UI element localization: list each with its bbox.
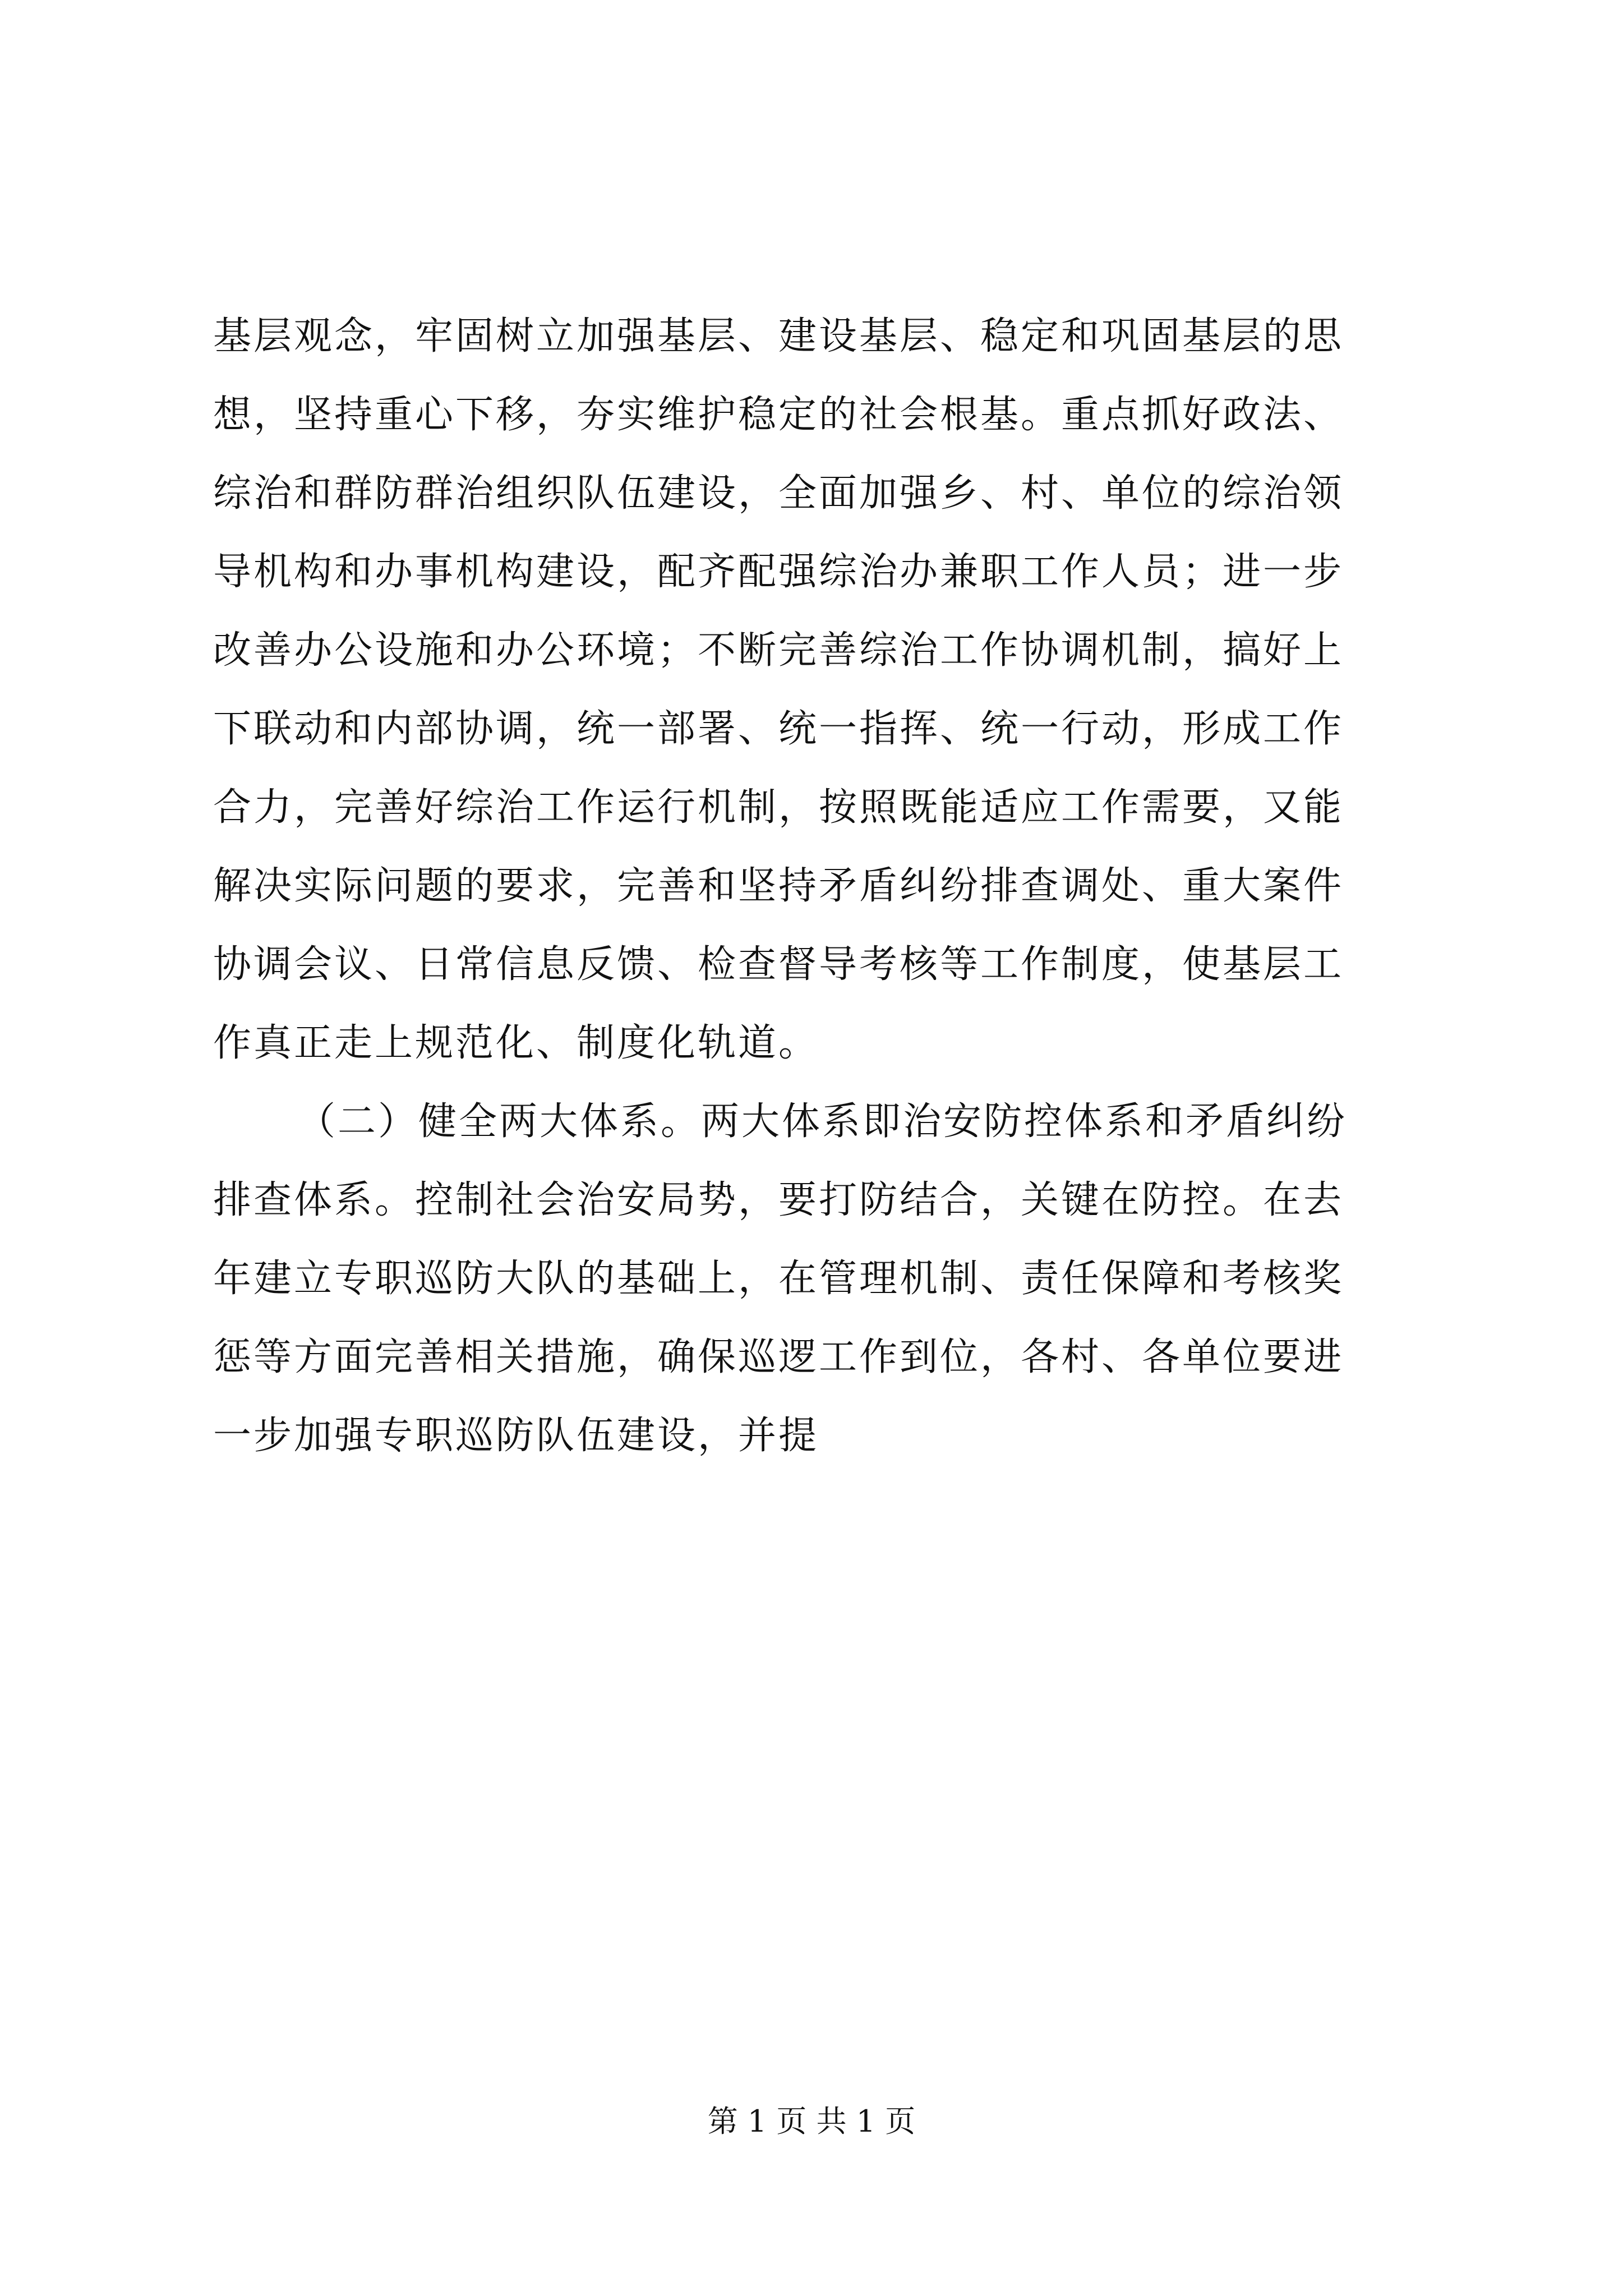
- body-line-8: 解决实际问题的要求，完善和坚持矛盾纠纷排查调处、重大案件: [213, 864, 1344, 908]
- body-line-5: 改善办公设施和办公环境；不断完善综治工作协调机制，搞好上: [213, 628, 1344, 673]
- body-line-1: 基层观念，牢固树立加强基层、建设基层、稳定和巩固基层的思: [213, 314, 1344, 358]
- body-line-4: 导机构和办事机构建设，配齐配强综治办兼职工作人员；进一步: [213, 550, 1344, 594]
- body-line-12: 排查体系。控制社会治安局势，要打防结合，关键在防控。在去: [213, 1178, 1344, 1222]
- page-footer: 第 1 页 共 1 页: [707, 2104, 916, 2139]
- body-line-14: 惩等方面完善相关措施，确保巡逻工作到位，各村、各单位要进: [213, 1335, 1344, 1379]
- body-line-15: 一步加强专职巡防队伍建设，并提: [213, 1414, 819, 1458]
- body-line-3: 综治和群防群治组织队伍建设，全面加强乡、村、单位的综治领: [213, 471, 1344, 516]
- body-line-11: （二）健全两大体系。两大体系即治安防控体系和矛盾纠纷: [297, 1099, 1348, 1144]
- body-line-13: 年建立专职巡防大队的基础上，在管理机制、责任保障和考核奖: [213, 1257, 1344, 1301]
- body-line-9: 协调会议、日常信息反馈、检查督导考核等工作制度，使基层工: [213, 942, 1344, 987]
- body-line-7: 合力，完善好综治工作运行机制，按照既能适应工作需要，又能: [213, 785, 1344, 830]
- body-line-2: 想，坚持重心下移，夯实维护稳定的社会根基。重点抓好政法、: [213, 393, 1344, 437]
- body-line-6: 下联动和内部协调，统一部署、统一指挥、统一行动，形成工作: [213, 707, 1344, 751]
- body-line-10: 作真正走上规范化、制度化轨道。: [213, 1021, 819, 1065]
